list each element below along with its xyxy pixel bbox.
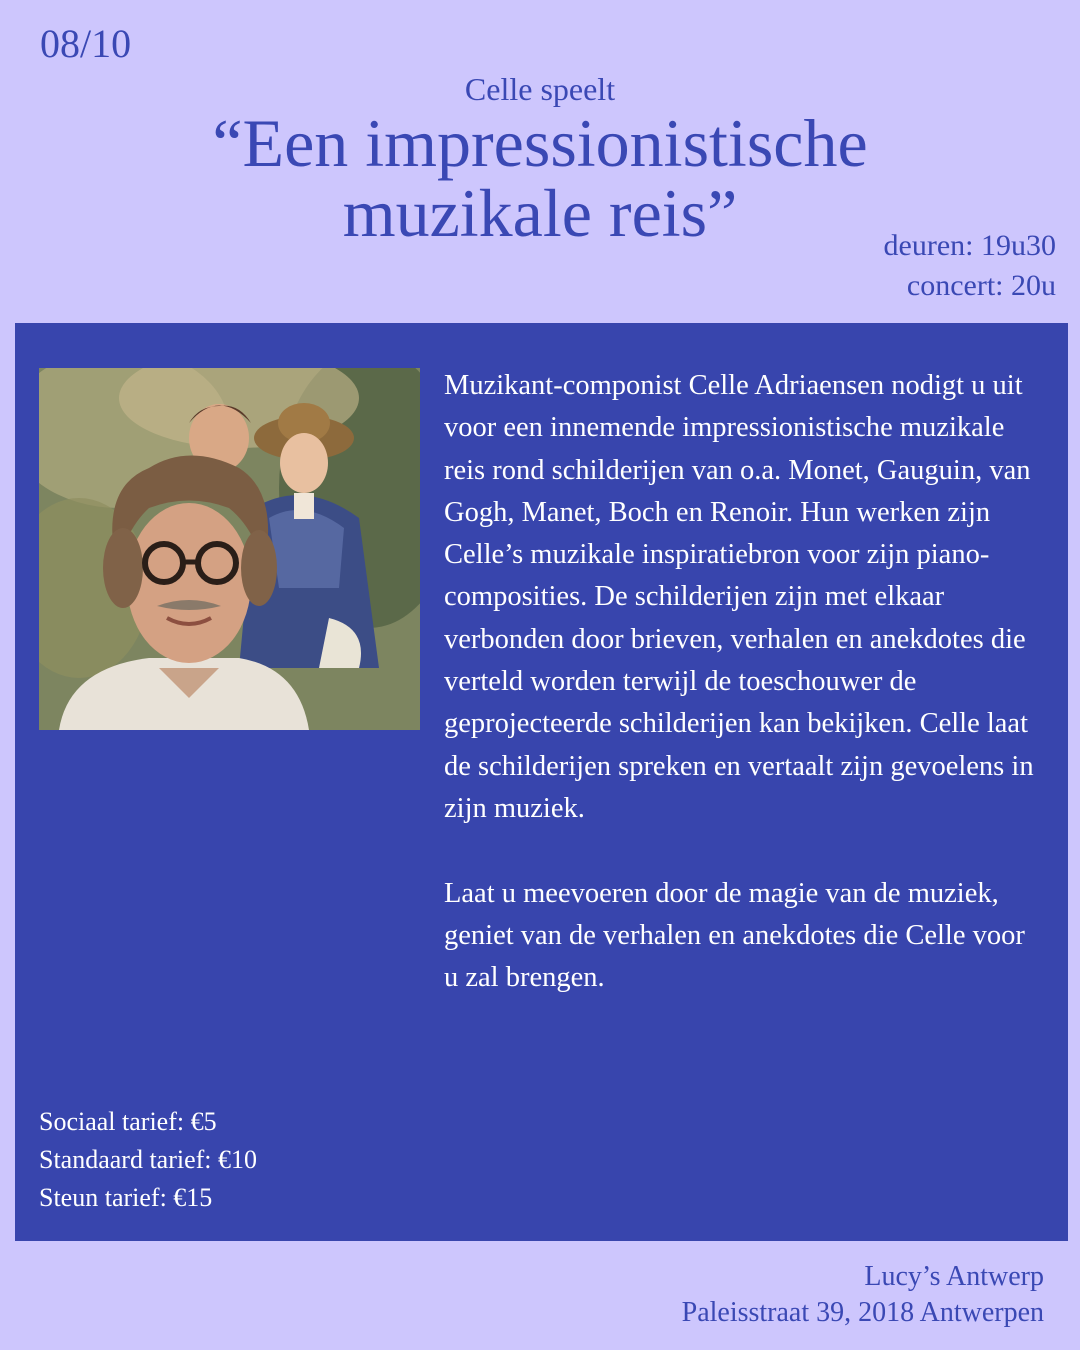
date: 08/10: [40, 21, 132, 66]
price-standard: Standaard tarief: €10: [39, 1145, 258, 1174]
venue-address: Paleisstraat 39, 2018 Antwerpen: [681, 1297, 1044, 1328]
description-paragraph-1: Muzikant-componist Celle Adriaensen nodigt u uit voor een innemende impressionistische muzikale reis rond schilderijen van o.a. Monet, Gauguin, van Gogh, Manet, Boch en Renoir. Hun werken zijn Celle’s muzikale inspiratiebron voor zijn piano-composities. De schilderijen zijn met elkaar verbonden door brieven, verhalen en anekdotes die verteld worden terwijl de toeschouwer de geprojecteerde schilderijen kan bekijken. Celle laat de schilderijen spreken en vertaalt zijn gevoelens in zijn muziek.: [444, 370, 1034, 824]
event-times: [884, 226, 1056, 306]
venue-name: Lucy’s Antwerp: [864, 1261, 1044, 1292]
concert-time: concert: 20u: [906, 269, 1056, 302]
price-social: Sociaal tarief: €5: [39, 1107, 217, 1136]
description-paragraph-2: Laat u meevoeren door de magie van de muziek, geniet van de verhalen en anekdotes die Celle voor u zal brengen.: [444, 877, 1025, 994]
ticket-prices: [39, 1103, 257, 1217]
event-subtitle: Celle speelt: [464, 71, 616, 107]
title-line-2: muzikale reis”: [342, 175, 738, 251]
content-panel: [15, 323, 1068, 1241]
price-support: Steun tarief: €15: [39, 1183, 213, 1212]
portrait-photo: [39, 368, 420, 730]
event-description: [444, 365, 1044, 999]
doors-time: deuren: 19u30: [883, 229, 1056, 262]
title-line-1: “Een impressionistische: [212, 105, 868, 181]
venue-info: [682, 1259, 1044, 1331]
